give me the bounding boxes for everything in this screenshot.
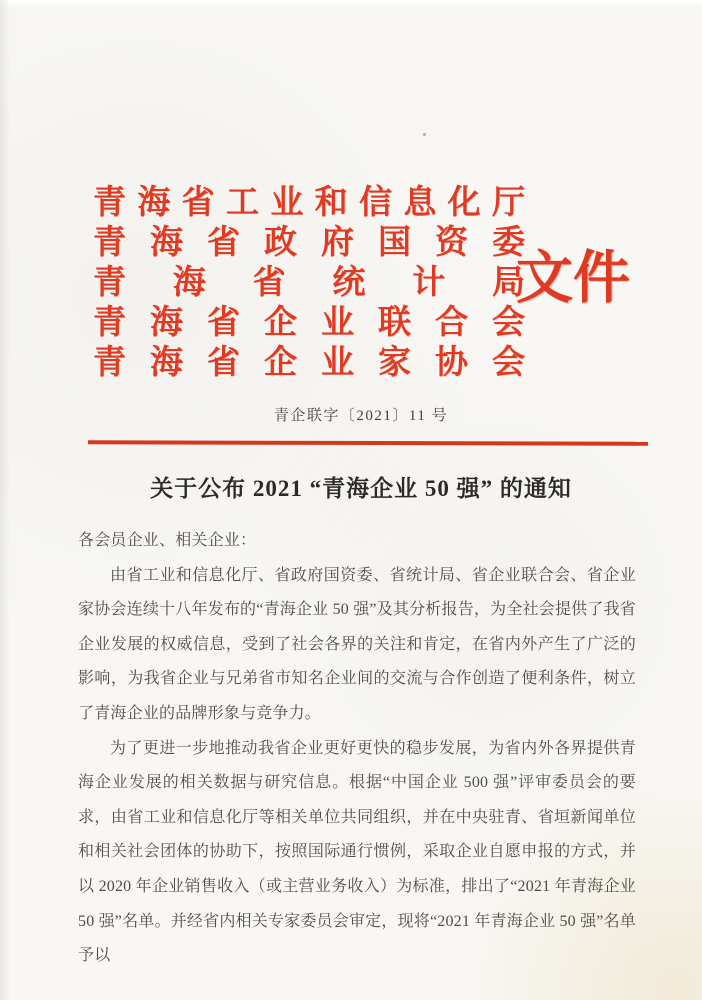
scan-speck: [423, 133, 426, 136]
salutation: 各会员企业、相关企业：: [78, 532, 257, 549]
doc-title: 关于公布 2021 “青海企业 50 强” 的通知: [150, 476, 572, 501]
doc-body: [78, 524, 636, 974]
agency-line-3: 青海省统计局: [93, 265, 525, 301]
letterhead-divider-rule: [88, 440, 648, 445]
paragraph-1: 由省工业和信息化厅、省政府国资委、省统计局、省企业联合会、省企业家协会连续十八年发布的“青海企业 50 强”及其分析报告，为全社会提供了我省企业发展的权威信息，受到了社会各界的关注和肯定，在省内外产生了广泛的影响，为我省企业与兄弟省市知名企业间的交流与合作创造了便利条件，树立了青海企业的品牌形象与竞争力。: [78, 566, 636, 722]
agency-line-5: 青海省企业家协会: [93, 345, 525, 381]
doc-number: 青企联字〔2021〕11 号: [273, 408, 449, 424]
paragraph-2: 为了更进一步地推动我省企业更好更快的稳步发展，为省内外各界提供青海企业发展的相关数据与研究信息。根据“中国企业 500 强”评审委员会的要求，由省工业和信息化厅等相关单位共同组织，并在中央驻青、省垣新闻单位和相关社会团体的协助下，按照国际通行惯例，采取企业自愿申报的方式，并以 2020 年企业销售收入（或主营业务收入）为标准，排出了“2021 年青海企业 50 强”名单。并经省内相关专家委员会审定，现将“2021 年青海企业 50 强”名单予以: [78, 739, 636, 965]
agency-line-1: 青海省工业和信息化厅: [93, 185, 525, 221]
agency-line-2: 青海省政府国资委: [93, 225, 525, 261]
letterhead-agencies: [93, 183, 525, 383]
doc-type-label: 文件: [516, 247, 630, 310]
agency-line-4: 青海省企业联合会: [93, 305, 525, 341]
